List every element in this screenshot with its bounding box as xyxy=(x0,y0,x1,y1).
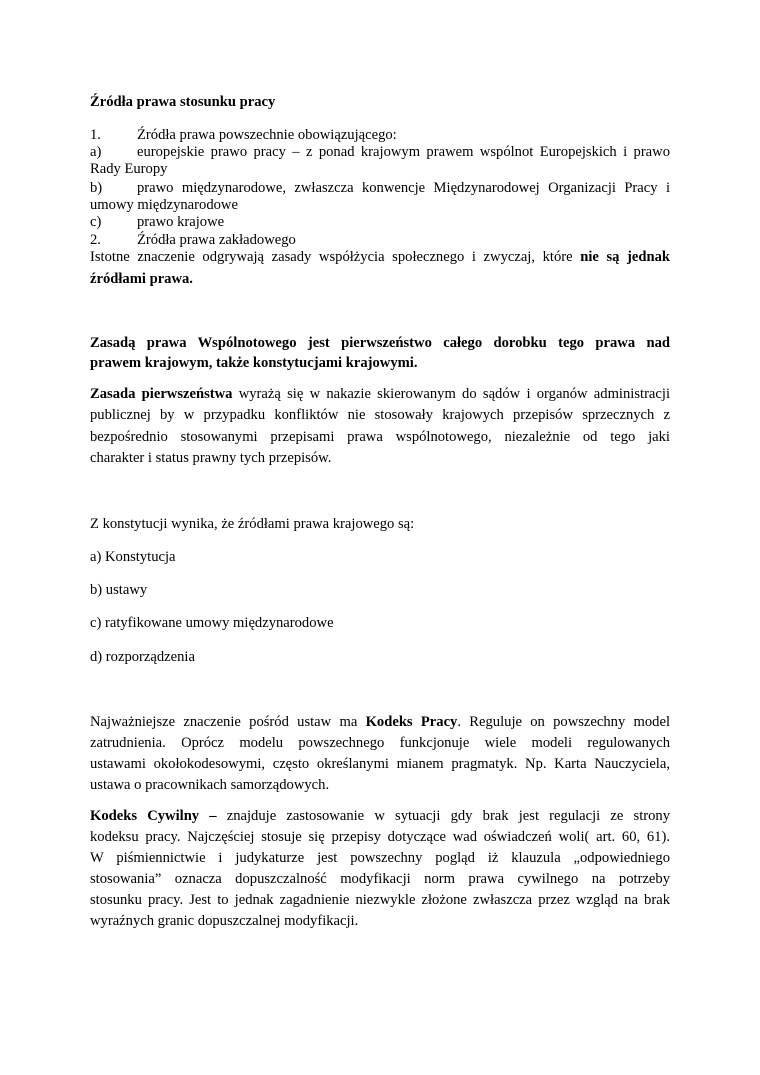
list-letter: b) xyxy=(90,180,103,196)
list-item-text: Rady Europy xyxy=(90,161,168,177)
paragraph-line: Kodeks Cywilny – znajduje zastosowanie w sytuacji gdy brak jest regulacji ze strony xyxy=(90,808,671,824)
list-letter: a) xyxy=(90,144,102,160)
list-item-text: prawo krajowe xyxy=(137,214,225,230)
paragraph-line: Z konstytucji wynika, że źródłami prawa krajowego są: xyxy=(90,516,415,532)
paragraph-line: wyraźnych granic dopuszczalnej modyfikacji. xyxy=(90,913,359,929)
list-item-text: prawo międzynarodowe, zwłaszcza konwencje Międzynarodowej Organizacji Pracy i xyxy=(137,180,670,196)
section-heading: Zasadą prawa Wspólnotowego jest pierwszeństwo całego dorobku tego prawa nad xyxy=(90,335,670,351)
list-number: 2. xyxy=(90,232,101,248)
list-item-text: europejskie prawo pracy – z ponad krajowym prawem wspólnot Europejskich i prawo xyxy=(137,144,670,160)
paragraph-line: ustawami okołokodesowymi, często określanymi mianem pragmatyk. Np. Karta Nauczyciela, xyxy=(90,756,670,772)
list-item: c) ratyfikowane umowy międzynarodowe xyxy=(90,615,334,631)
paragraph-line: stosunku pracy. Jest to jednak zagadnienie niezwykle złożone zwłaszcza przez wzgląd na brak xyxy=(90,892,670,908)
paragraph-line: Zasada pierwszeństwa wyrażą się w nakazie skierowanym do sądów i organów administracji xyxy=(90,386,670,402)
paragraph-line: zatrudnienia. Oprócz modelu powszechnego funkcjonuje wiele modeli regulowanych xyxy=(90,735,670,751)
list-item-text: umowy międzynarodowe xyxy=(90,197,238,213)
list-item: d) rozporządzenia xyxy=(90,649,195,665)
paragraph-line: bezpośrednio stosowanymi przepisami prawa wspólnotowego, niezależnie od tego jaki xyxy=(90,429,670,445)
paragraph-line: kodeksu pracy. Najczęściej stosuje się przepisy dotyczące wad oświadczeń woli( art. 60, 61). xyxy=(90,829,670,845)
section-heading: prawem krajowym, także konstytucjami krajowymi. xyxy=(90,355,418,371)
paragraph-line: ustawa o pracownikach samorządowych. xyxy=(90,777,330,793)
list-item-text: Źródła prawa zakładowego xyxy=(137,232,296,248)
page-title: Źródła prawa stosunku pracy xyxy=(90,94,276,110)
paragraph-line: publicznej by w przypadku konfliktów nie stosowały krajowych przepisów sprzecznych z xyxy=(90,407,670,423)
list-number: 1. xyxy=(90,127,101,143)
paragraph-line: charakter i status prawny tych przepisów. xyxy=(90,450,332,466)
paragraph-line: Najważniejsze znaczenie pośród ustaw ma Kodeks Pracy. Reguluje on powszechny model xyxy=(90,714,670,730)
paragraph-line: stosowania” oznacza dopuszczalność modyfikacji norm prawa cywilnego na potrzeby xyxy=(90,871,670,887)
note-line: źródłami prawa. xyxy=(90,271,193,287)
list-item-text: Źródła prawa powszechnie obowiązującego: xyxy=(137,127,397,143)
list-item: b) ustawy xyxy=(90,582,148,598)
note-line: Istotne znaczenie odgrywają zasady współżycia społecznego i zwyczaj, które nie są jednak xyxy=(90,249,671,265)
list-letter: c) xyxy=(90,214,102,230)
list-item: a) Konstytucja xyxy=(90,549,176,565)
paragraph-line: W piśmiennictwie i judykaturze jest powszechny pogląd iż klauzula „odpowiedniego xyxy=(90,850,670,866)
